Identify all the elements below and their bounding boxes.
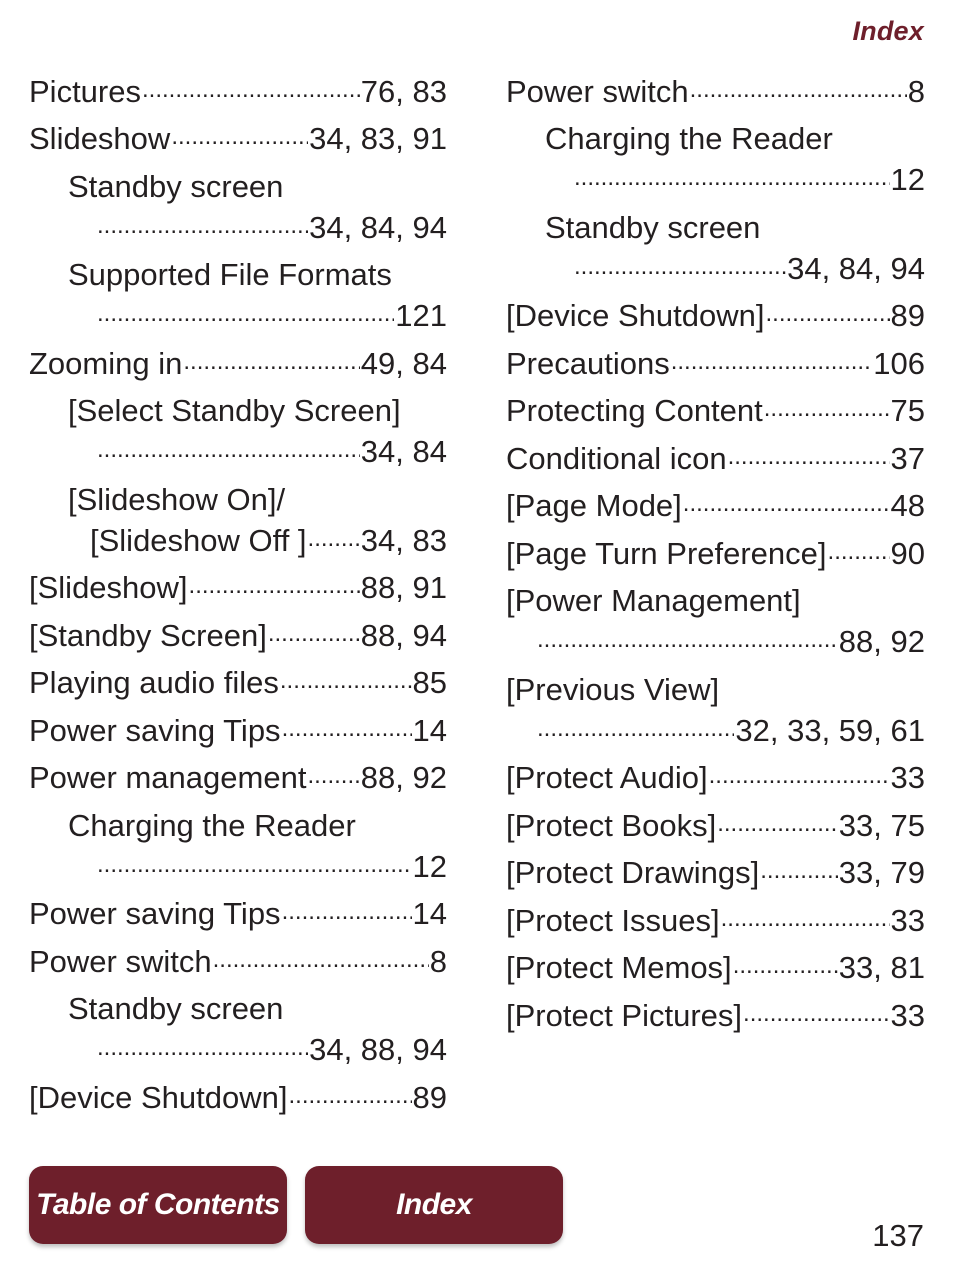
index-entry[interactable] [506, 533, 925, 574]
page-reference[interactable]: 33, 79 [838, 855, 925, 890]
dot-leader [574, 248, 786, 279]
index-entry[interactable] [506, 71, 925, 112]
page-reference[interactable]: 34, 84, 94 [787, 250, 925, 286]
index-entry[interactable] [29, 479, 447, 561]
dot-leader [97, 846, 412, 877]
index-entry[interactable] [506, 438, 925, 479]
dot-leader [97, 207, 308, 238]
dot-leader [733, 947, 838, 978]
dot-leader [142, 71, 360, 102]
index-entry[interactable] [29, 805, 447, 887]
index-entry[interactable] [506, 805, 925, 846]
page-reference[interactable]: 34, 84, 94 [309, 209, 447, 245]
page-reference[interactable]: 88, 92 [838, 624, 925, 659]
index-entry[interactable] [29, 567, 447, 608]
page-reference[interactable]: 88, 91 [360, 570, 447, 605]
index-term: [Protect Drawings] [506, 855, 760, 890]
dot-leader [268, 615, 360, 646]
index-term: Power saving Tips [29, 896, 281, 931]
dot-leader [189, 567, 360, 598]
index-term: Zooming in [29, 345, 183, 381]
dot-leader [764, 390, 890, 421]
page-reference[interactable]: 90 [890, 535, 925, 571]
index-entry[interactable] [506, 947, 925, 988]
index-column-right [506, 64, 925, 1036]
dot-leader [537, 621, 838, 652]
index-term: [Select Standby Screen] [68, 393, 401, 428]
index-term: [Protect Books] [506, 807, 717, 843]
index-term: [Device Shutdown] [506, 298, 765, 333]
index-term: Playing audio files [29, 665, 279, 700]
index-entry[interactable] [29, 710, 447, 751]
dot-leader [537, 710, 734, 741]
dot-leader [728, 438, 890, 469]
dot-leader [690, 71, 907, 102]
index-entry[interactable] [506, 669, 925, 751]
page-reference[interactable]: 33, 81 [838, 950, 925, 985]
index-term: Precautions [506, 345, 670, 381]
page-reference[interactable]: 121 [395, 298, 447, 333]
page-reference[interactable]: 34, 83 [360, 522, 447, 558]
page-reference[interactable]: 89 [412, 1079, 447, 1115]
index-entry[interactable] [506, 995, 925, 1036]
dot-leader [213, 941, 429, 972]
index-term: Power switch [29, 943, 212, 979]
page-reference[interactable]: 14 [412, 896, 447, 931]
index-term: [Slideshow Off ] [90, 522, 307, 558]
dot-leader [97, 431, 360, 462]
index-entry[interactable] [29, 254, 447, 336]
index-entry[interactable] [29, 343, 447, 384]
dot-leader [183, 343, 359, 374]
page-reference[interactable]: 48 [890, 488, 925, 523]
index-entry[interactable] [29, 390, 447, 472]
page-reference[interactable]: 88, 94 [360, 617, 447, 653]
page-reference[interactable]: 85 [412, 665, 447, 700]
page-reference[interactable]: 76, 83 [360, 73, 447, 109]
page-reference[interactable]: 88, 92 [360, 760, 447, 795]
index-term: [Standby Screen] [29, 617, 267, 653]
index-entry[interactable] [506, 485, 925, 526]
index-column-left [29, 64, 447, 1118]
index-entry[interactable] [29, 1077, 447, 1118]
page-number: 137 [872, 1218, 924, 1253]
dot-leader [574, 159, 890, 190]
dot-leader [308, 520, 360, 551]
dot-leader [288, 1077, 411, 1108]
dot-leader [709, 757, 890, 788]
dot-leader [282, 710, 412, 741]
index-entry[interactable] [29, 988, 447, 1070]
index-term: Power saving Tips [29, 712, 281, 748]
index-term: Supported File Formats [68, 257, 392, 292]
index-term: [Slideshow] [29, 570, 188, 605]
dot-leader [717, 805, 838, 836]
index-term: [Slideshow On]/ [68, 481, 286, 517]
page-reference[interactable]: 33, 75 [838, 807, 925, 843]
index-term: Conditional icon [506, 440, 727, 476]
index-entry[interactable] [29, 941, 447, 982]
index-term: [Protect Issues] [506, 902, 720, 938]
dot-leader [765, 295, 889, 326]
dot-leader [282, 893, 412, 924]
page-reference[interactable]: 33 [890, 760, 925, 795]
page-reference[interactable]: 34, 83, 91 [309, 121, 447, 156]
index-term: Protecting Content [506, 393, 763, 428]
index-entry[interactable] [506, 852, 925, 893]
index-entry[interactable] [506, 900, 925, 941]
index-term: Power switch [506, 73, 689, 109]
dot-leader [171, 118, 308, 149]
index-entry[interactable] [506, 343, 925, 384]
index-entry[interactable] [29, 662, 447, 703]
dot-leader [307, 757, 359, 788]
page-reference[interactable]: 8 [429, 943, 447, 979]
page-reference[interactable]: 34, 88, 94 [309, 1032, 447, 1067]
index-term: Charging the Reader [68, 807, 356, 843]
table-of-contents-button[interactable]: Table of Contents [29, 1166, 287, 1244]
dot-leader [97, 295, 394, 326]
index-term: Power management [29, 760, 307, 795]
index-term: [Page Mode] [506, 488, 682, 523]
dot-leader [97, 1029, 308, 1060]
index-button[interactable]: Index [305, 1166, 563, 1244]
index-entry[interactable] [506, 295, 925, 336]
dot-leader [721, 900, 890, 931]
index-entry[interactable] [29, 166, 447, 248]
index-term: [Protect Audio] [506, 760, 708, 795]
index-entry[interactable] [506, 757, 925, 798]
page-reference[interactable]: 33 [890, 997, 925, 1033]
page-reference[interactable]: 75 [890, 393, 925, 428]
dot-leader [828, 533, 890, 564]
dot-leader [760, 852, 838, 883]
index-term: Standby screen [68, 991, 284, 1026]
page-reference[interactable]: 12 [890, 162, 925, 197]
index-term: [Protect Pictures] [506, 997, 743, 1033]
dot-leader [671, 343, 873, 374]
index-entry[interactable] [29, 615, 447, 656]
page-reference[interactable]: 8 [907, 73, 925, 109]
page-reference[interactable]: 33 [890, 902, 925, 938]
index-entry[interactable] [29, 71, 447, 112]
index-entry[interactable] [506, 580, 925, 662]
index-term: Standby screen [545, 209, 761, 245]
page-reference[interactable]: 106 [873, 345, 925, 381]
dot-leader [743, 995, 889, 1026]
dot-leader [683, 485, 890, 516]
page-reference[interactable]: 34, 84 [360, 434, 447, 469]
section-title: Index [852, 16, 924, 46]
index-term: [Page Turn Preference] [506, 535, 827, 571]
index-entry[interactable] [29, 893, 447, 934]
index-term: [Previous View] [506, 671, 720, 707]
page-reference[interactable]: 49, 84 [360, 345, 447, 381]
index-term: Charging the Reader [545, 121, 833, 156]
index-term: Standby screen [68, 168, 284, 204]
page-reference[interactable]: 14 [412, 712, 447, 748]
page-reference[interactable]: 37 [890, 440, 925, 476]
index-entry[interactable] [29, 118, 447, 159]
dot-leader [280, 662, 412, 693]
index-entry[interactable] [506, 207, 925, 289]
index-entry[interactable] [506, 390, 925, 431]
index-term: [Power Management] [506, 583, 801, 618]
index-entry[interactable] [29, 757, 447, 798]
index-term: [Device Shutdown] [29, 1079, 288, 1115]
index-term: Pictures [29, 73, 141, 109]
page-reference[interactable]: 32, 33, 59, 61 [735, 712, 925, 748]
index-term: Slideshow [29, 121, 171, 156]
page-reference[interactable]: 89 [890, 298, 925, 333]
index-entry[interactable] [506, 118, 925, 200]
index-term: [Protect Memos] [506, 950, 732, 985]
page-reference[interactable]: 12 [412, 848, 447, 884]
